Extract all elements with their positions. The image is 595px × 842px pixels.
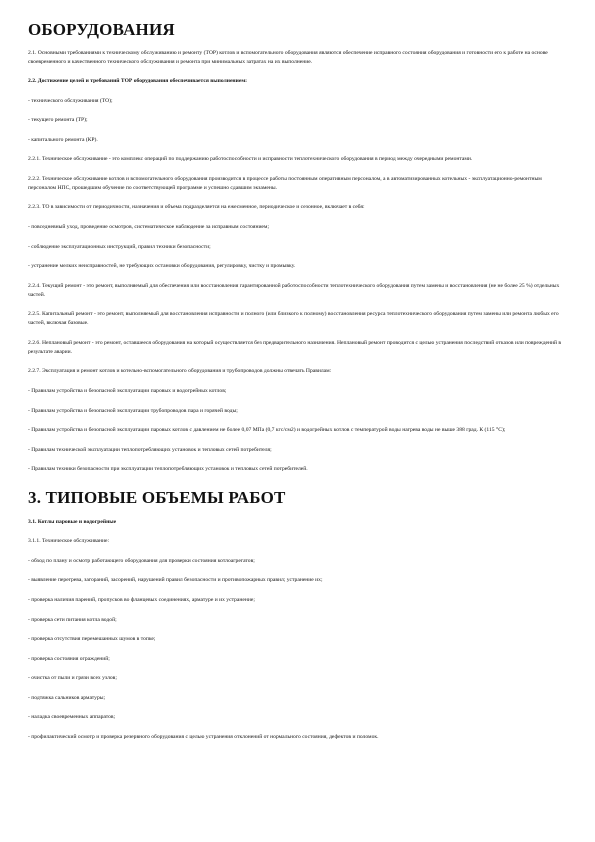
paragraph-p11: - устранение мелких неисправностей, не требующих остановки оборудования, регулировку, чистку и промывку. [28,263,296,270]
paragraph-p19: - Правилам технической эксплуатации теплопотребляющих установок и тепловых сетей потребителя; [28,446,272,453]
paragraph-p13: 2.2.5. Капитальный ремонт - это ремонт, выполняемый для восстановления исправности и полного (или близкого к полному) восстановления ресурса теплотехнического оборудования путем замены или ремонта любых его частей, включая базовые. [28,311,559,327]
paragraph-p6: 2.2.1. Техническое обслуживание - это комплекс операций по поддержанию работоспособности и исправности теплотехнического оборудования в период между очередными ремонтами. [28,156,473,163]
section-body [28,49,571,475]
paragraph-q2: 3.1.1. Техническое обслуживание: [28,538,110,545]
paragraph-q4: - выявление перегрева, загораний, засорений, нарушений правил безопасности и противопожарных правил; устранение их; [28,577,323,584]
paragraph-p14: 2.2.6. Неплановый ремонт - это ремонт, оставшееся оборудования на который осуществляется без предварительного назначения. Неплановый ремонт проводится с целью устранения последствий отказов или повреждений в результате аварии. [28,339,562,355]
paragraph-p16: - Правилам устройства и безопасной эксплуатации паровых и водогрейных котлов; [28,387,227,394]
paragraph-p2: 2.2. Достижение целей и требований ТОР оборудования обеспечивается выполнением: [28,78,248,85]
section-body-3 [28,518,571,742]
paragraph-q1: 3.1. Котлы паровые и водогрейные [28,518,117,525]
paragraph-p7: 2.2.2. Техническое обслуживание котлов и вспомогательного оборудования производится в процессе работы постоянным оперативным персоналом, а в автоматизированных котельных - эксплуатационно-ремонтным персоналом НПС, прошедшим обучение по соответствующей программе и успешно сдавшим экзамены. [28,175,542,191]
paragraph-q12: - профилактический осмотр и проверка резервного оборудования с целью устранения отклонений от нормального состояния, дефектов и поломок. [28,733,379,740]
paragraph-q11: - наладка своевременных аппаратов; [28,714,116,721]
paragraph-p20: - Правилам техники безопасности при эксплуатации теплопотребляющих установок и тепловых сетей потребителей. [28,466,308,473]
paragraph-q3: - обход по плану и осмотр работающего оборудования для проверки состояния котлоагрегатов; [28,557,255,564]
paragraph-p18: - Правилам устройства и безопасной эксплуатации паровых котлов с давлением не более 0,07 МПа (0,7 кгс/см2) и водогрейных котлов с температурой воды нагрева воды не выше 388 град. К (115 °С); [28,427,506,434]
paragraph-p1: 2.1. Основными требованиями к техническому обслуживанию и ремонту (ТОР) котлов и вспомогательного оборудования являются обеспечение исправного состояния оборудования и готовности его к работе на основе своевременного и качественного технического обслуживания и ремонта при минимальных затратах на их выполнение. [28,49,548,65]
paragraph-q8: - проверка состояния ограждений; [28,655,110,662]
paragraph-p15: 2.2.7. Эксплуатация и ремонт котлов и котельно-вспомогательного оборудования и трубопроводов должны отвечать Правилам: [28,368,332,375]
paragraph-q10: - подтяжка сальников арматуры; [28,694,106,701]
paragraph-p4: - текущего ремонта (ТР); [28,117,88,124]
paragraph-p10: - соблюдение эксплуатационных инструкций, правил техники безопасности; [28,243,211,250]
paragraph-q5: - проверка наличия парений, пропусков во фланцевых соединениях, арматуре и их устранение; [28,596,255,603]
section-heading-3: 3. ТИПОВЫЕ ОБЪЕМЫ РАБОТ [28,488,286,508]
paragraph-p5: - капитального ремонта (КР). [28,136,98,143]
paragraph-p12: 2.2.4. Текущий ремонт - это ремонт, выполняемый для обеспечения или восстановления гарантированной работоспособности теплотехнического оборудования путем замены и восстановления (не не более 25 %) отдельных частей. [28,282,560,298]
paragraph-p17: - Правилам устройства и безопасной эксплуатации трубопроводов пара и горячей воды; [28,407,238,414]
paragraph-q7: - проверка отсутствия перемешанных шумов в топке; [28,636,156,643]
paragraph-p9: - повседневный уход, проведение осмотров, систематическое наблюдение за исправным состоянием; [28,224,270,231]
paragraph-p8: 2.2.3. ТО в зависимости от периодичности, назначения и объема подразделяется на ежесменное, периодическое и сезонное, включает в себя: [28,204,365,211]
section-heading: ОБОРУДОВАНИЯ [28,20,175,39]
paragraph-q9: - очистка от пыли и грязи всех узлов; [28,675,117,682]
paragraph-q6: - проверка сети питания котла водой; [28,616,117,623]
paragraph-p3: - технического обслуживания (ТО); [28,97,113,104]
